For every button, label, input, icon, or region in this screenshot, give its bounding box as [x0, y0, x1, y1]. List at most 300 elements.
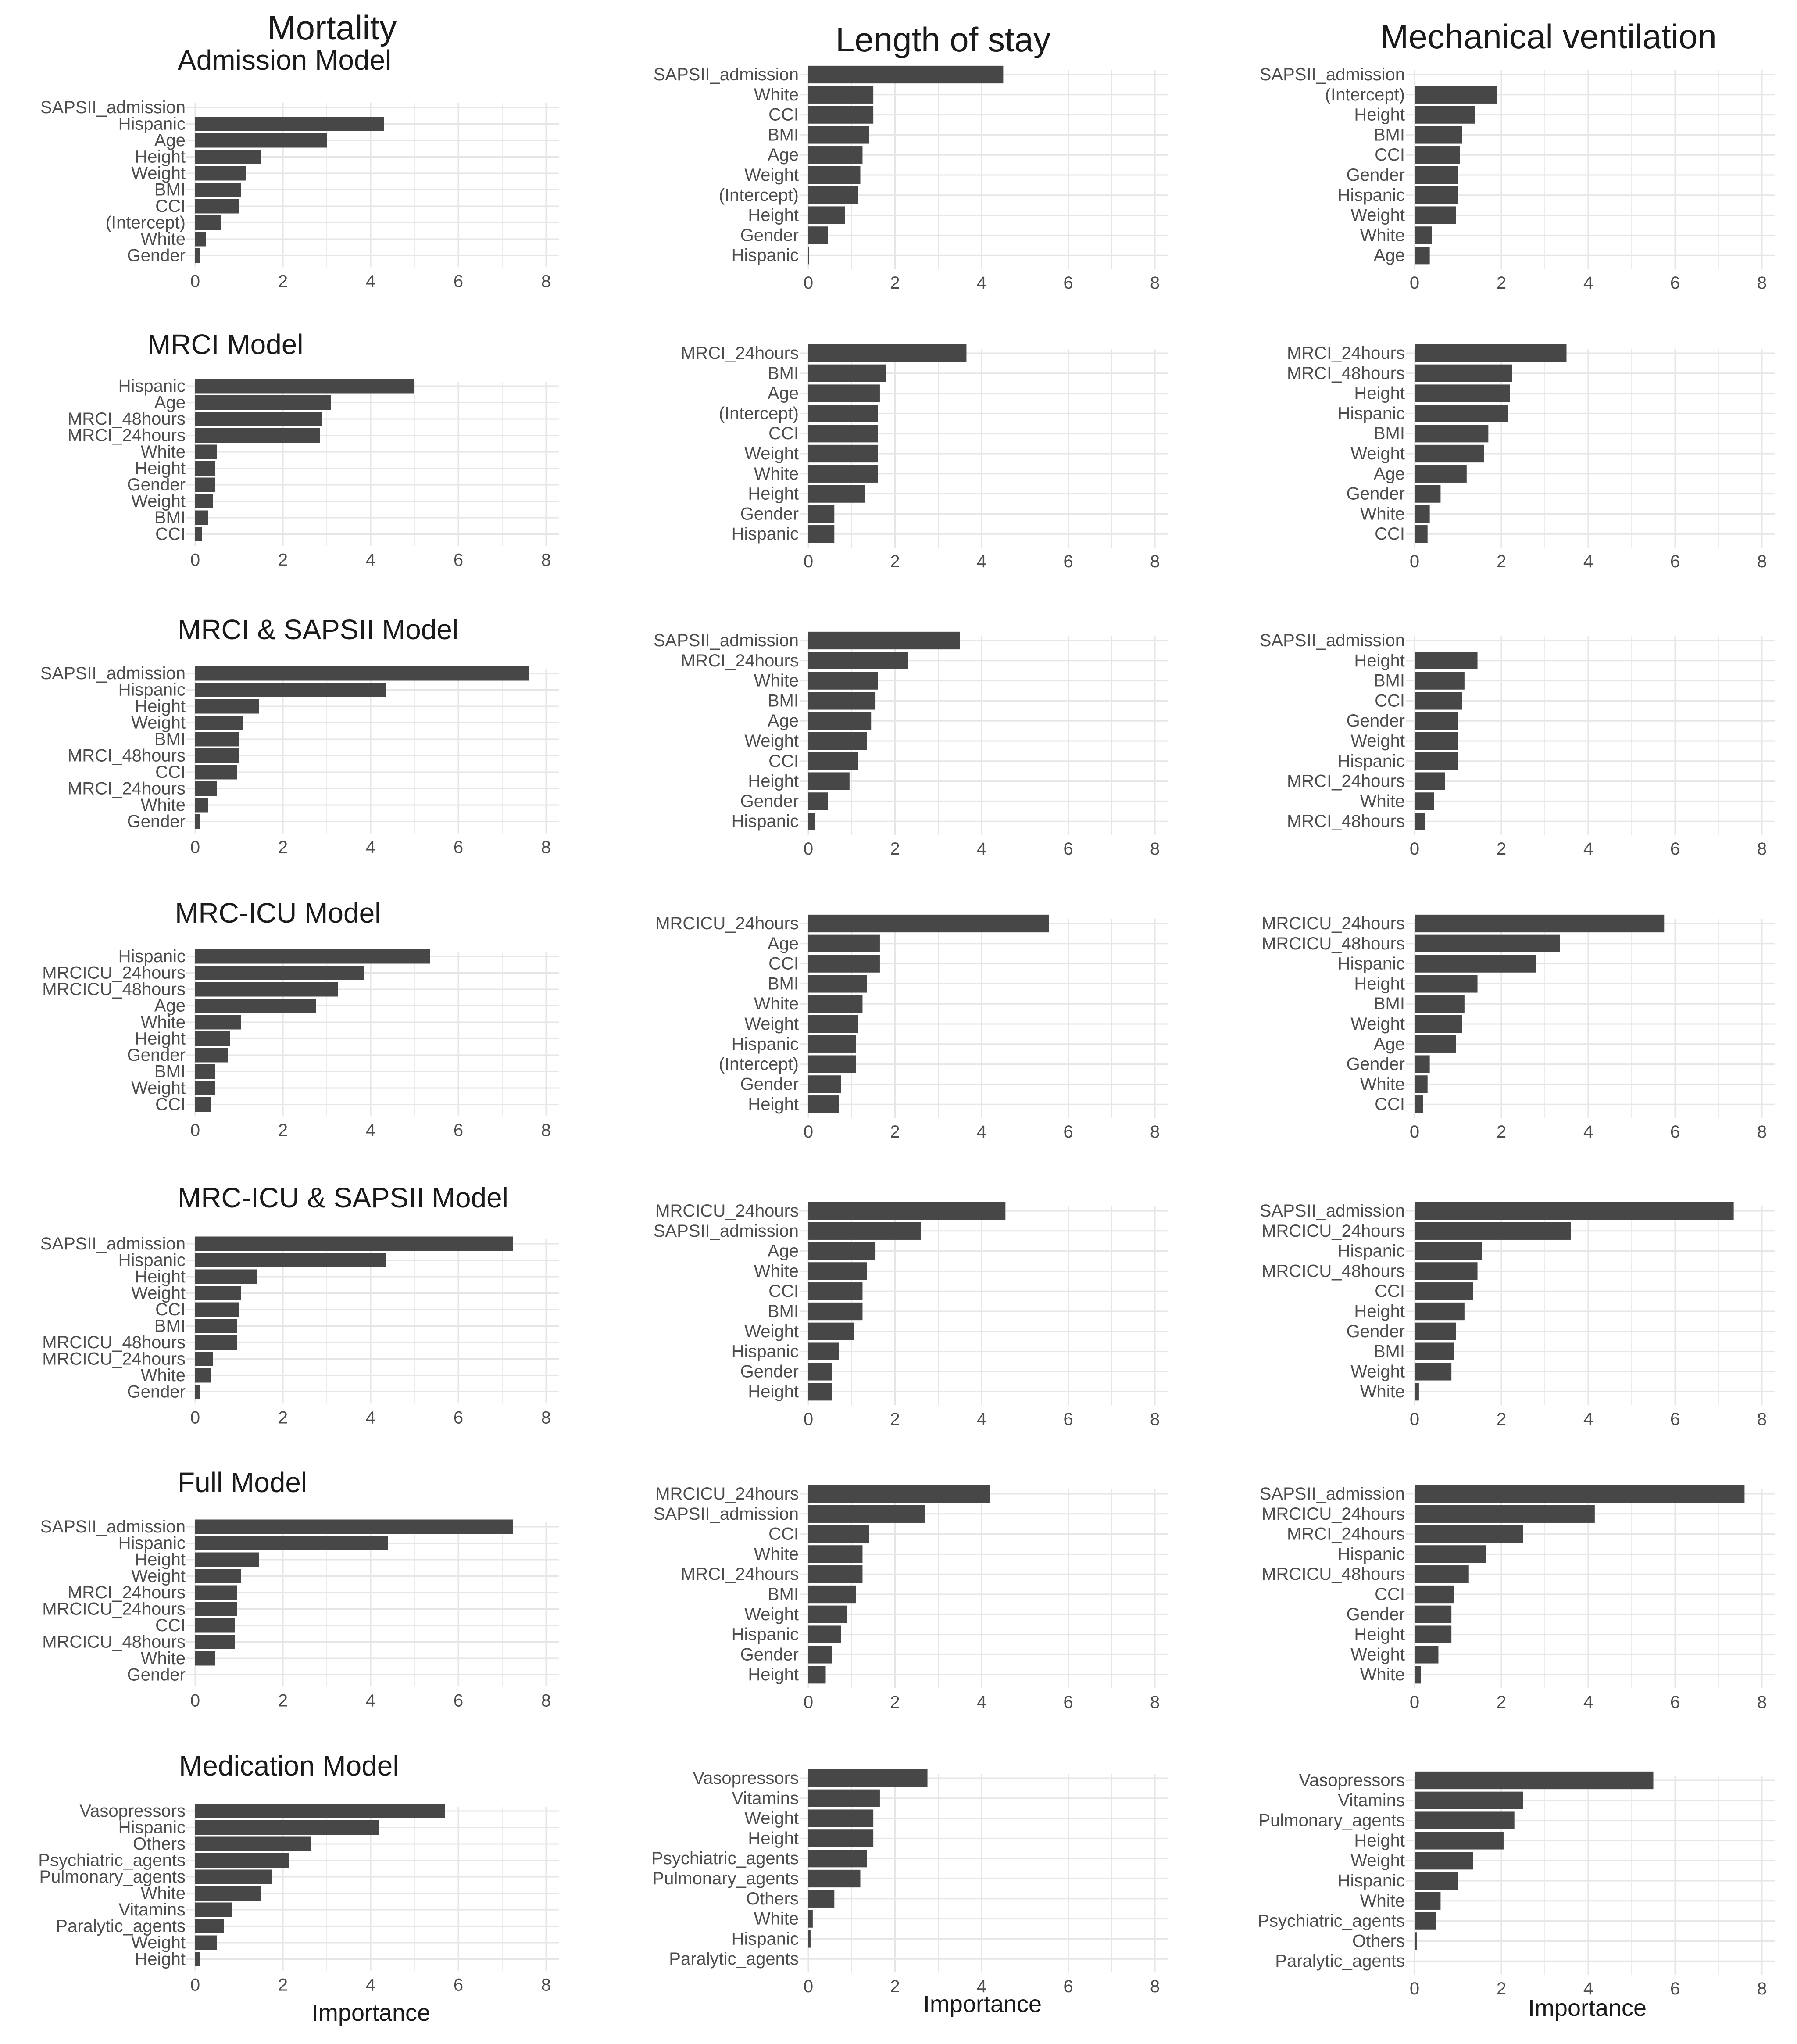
x-tick-label: 0: [803, 273, 814, 293]
x-tick-label: 2: [1496, 273, 1507, 293]
category-label: Hispanic: [1337, 954, 1405, 974]
category-label: Gender: [740, 504, 799, 524]
x-tick-label: 0: [1409, 1410, 1420, 1429]
category-label: Hispanic: [118, 376, 186, 396]
x-tick-label: 8: [1150, 839, 1160, 859]
category-label: Age: [767, 383, 799, 403]
category-label: Paralytic_agents: [1275, 1951, 1405, 1971]
category-label: White: [140, 229, 186, 249]
category-label: SAPSII_admission: [653, 65, 799, 84]
x-tick-label: 8: [541, 1408, 551, 1428]
category-label: Hispanic: [1337, 1544, 1405, 1564]
category-label: White: [1360, 226, 1405, 245]
category-label: SAPSII_admission: [1259, 1201, 1405, 1221]
x-tick-label: 8: [541, 272, 551, 291]
x-tick-label: 0: [190, 1120, 200, 1140]
category-label: Weight: [744, 1604, 799, 1624]
category-label: Gender: [127, 1382, 186, 1402]
x-axis-title-mechanical-ventilation: Importance: [1528, 1995, 1647, 2021]
category-label: Age: [1373, 464, 1405, 483]
category-label: MRCICU_24hours: [42, 963, 186, 983]
category-label: BMI: [154, 508, 186, 527]
category-label: Height: [748, 1665, 799, 1685]
bar: [1415, 1912, 1436, 1929]
x-tick-label: 0: [190, 1691, 200, 1711]
category-label: MRCI_48hours: [1286, 812, 1405, 831]
x-tick-label: 2: [1496, 1693, 1507, 1712]
category-label: Hispanic: [1337, 1241, 1405, 1261]
category-label: MRCI_24hours: [680, 651, 799, 670]
category-label: Age: [154, 393, 186, 412]
x-tick-label: 2: [278, 1120, 288, 1140]
x-tick-label: 6: [1670, 273, 1680, 293]
x-tick-label: 0: [803, 552, 814, 572]
category-label: Weight: [744, 1808, 799, 1828]
x-tick-label: 4: [1583, 1979, 1593, 1999]
x-tick-label: 2: [1496, 1122, 1507, 1142]
category-label: Height: [1354, 105, 1405, 125]
category-label: Hispanic: [1337, 185, 1405, 205]
x-tick-label: 0: [190, 838, 200, 857]
category-label: CCI: [768, 1282, 799, 1301]
category-label: MRCI_24hours: [67, 1583, 186, 1602]
category-label: SAPSII_admission: [40, 664, 186, 683]
category-label: (Intercept): [718, 1054, 799, 1074]
category-label: (Intercept): [718, 404, 799, 423]
x-tick-label: 6: [1670, 839, 1680, 859]
category-label: MRCI_24hours: [680, 344, 799, 363]
category-label: Vasopressors: [1299, 1771, 1405, 1790]
category-label: Vasopressors: [79, 1801, 186, 1821]
category-label: MRCICU_24hours: [655, 914, 799, 933]
x-tick-label: 6: [453, 838, 464, 857]
x-tick-label: 6: [453, 1120, 464, 1140]
category-label: White: [754, 994, 799, 1014]
category-label: CCI: [1375, 1095, 1405, 1114]
category-label: White: [754, 1261, 799, 1281]
category-label: Vasopressors: [693, 1768, 799, 1788]
x-tick-label: 2: [1496, 839, 1507, 859]
x-tick-label: 8: [1757, 1410, 1767, 1429]
x-tick-label: 4: [365, 272, 376, 291]
category-label: Hispanic: [731, 1034, 799, 1054]
category-label: White: [1360, 1074, 1405, 1094]
category-label: Hispanic: [118, 1250, 186, 1270]
category-label: SAPSII_admission: [653, 631, 799, 650]
x-tick-label: 2: [278, 550, 288, 570]
x-tick-label: 6: [1670, 1410, 1680, 1429]
x-tick-label: 2: [890, 1977, 900, 1997]
category-label: Weight: [131, 1078, 186, 1098]
category-label: MRCICU_48hours: [1261, 1564, 1405, 1584]
x-tick-label: 2: [890, 839, 900, 859]
x-axis-title-mortality: Importance: [311, 2000, 431, 2026]
category-label: MRCI_24hours: [680, 1564, 799, 1584]
x-tick-label: 6: [1670, 1122, 1680, 1142]
x-tick-label: 0: [803, 1410, 814, 1429]
category-label: White: [754, 1544, 799, 1564]
x-tick-label: 6: [1063, 839, 1073, 859]
category-label: Age: [767, 1241, 799, 1261]
category-label: Gender: [1346, 711, 1405, 731]
category-label: CCI: [1375, 1282, 1405, 1301]
category-label: Height: [748, 1829, 799, 1848]
category-label: Height: [1354, 1625, 1405, 1644]
category-label: Hispanic: [118, 1818, 186, 1837]
category-label: BMI: [154, 1316, 186, 1336]
col-title-length-of-stay: Length of stay: [835, 20, 1050, 59]
category-label: MRCICU_48hours: [42, 1632, 186, 1652]
category-label: Vitamins: [118, 1900, 186, 1919]
x-tick-label: 2: [278, 838, 288, 857]
x-tick-label: 8: [541, 550, 551, 570]
category-label: Hispanic: [118, 114, 186, 134]
x-tick-label: 4: [1583, 1122, 1593, 1142]
x-tick-label: 8: [1150, 552, 1160, 572]
x-tick-label: 8: [1150, 273, 1160, 293]
x-tick-label: 4: [976, 1122, 987, 1142]
category-label: White: [754, 464, 799, 483]
x-tick-label: 2: [890, 1410, 900, 1429]
category-label: (Intercept): [718, 185, 799, 205]
category-label: Gender: [740, 226, 799, 245]
category-label: BMI: [1373, 125, 1405, 145]
category-label: Gender: [1346, 1054, 1405, 1074]
category-label: White: [140, 442, 186, 462]
category-label: White: [1360, 1891, 1405, 1911]
category-label: Vitamins: [1338, 1790, 1405, 1810]
category-label: Weight: [1350, 205, 1405, 225]
category-label: BMI: [154, 180, 186, 200]
category-label: White: [754, 671, 799, 691]
x-tick-label: 0: [1409, 1979, 1420, 1999]
x-tick-label: 8: [1757, 839, 1767, 859]
category-label: BMI: [767, 1302, 799, 1321]
x-tick-label: 8: [1150, 1977, 1160, 1997]
category-label: CCI: [155, 197, 186, 216]
category-label: BMI: [154, 730, 186, 749]
category-label: CCI: [768, 1524, 799, 1544]
x-tick-label: 4: [365, 1120, 376, 1140]
category-label: Age: [1373, 1034, 1405, 1054]
x-tick-label: 6: [453, 1975, 464, 1995]
category-label: CCI: [768, 424, 799, 444]
category-label: Hispanic: [731, 524, 799, 544]
category-label: Weight: [744, 1014, 799, 1034]
x-tick-label: 8: [1150, 1122, 1160, 1142]
category-label: White: [140, 1649, 186, 1668]
x-tick-label: 0: [190, 550, 200, 570]
category-label: MRCI_48hours: [1286, 363, 1405, 383]
x-tick-label: 2: [1496, 552, 1507, 572]
x-tick-label: 0: [1409, 552, 1420, 572]
category-label: Height: [748, 205, 799, 225]
category-label: CCI: [768, 105, 799, 125]
category-label: Weight: [1350, 444, 1405, 463]
x-tick-label: 6: [1063, 273, 1073, 293]
x-tick-label: 2: [1496, 1979, 1507, 1999]
x-tick-label: 0: [190, 1408, 200, 1428]
category-label: Weight: [131, 1933, 186, 1952]
x-tick-label: 4: [976, 1693, 987, 1712]
x-tick-label: 0: [1409, 273, 1420, 293]
x-tick-label: 2: [278, 1975, 288, 1995]
category-label: Hispanic: [1337, 751, 1405, 771]
category-label: Weight: [1350, 1362, 1405, 1382]
x-tick-label: 8: [541, 1975, 551, 1995]
category-label: CCI: [1375, 691, 1405, 711]
x-tick-label: 8: [1757, 552, 1767, 572]
category-label: Weight: [744, 165, 799, 185]
category-label: Others: [1352, 1931, 1405, 1951]
bar: [1415, 1872, 1458, 1890]
x-tick-label: 2: [278, 1408, 288, 1428]
category-label: Hispanic: [1337, 404, 1405, 423]
category-label: Gender: [740, 1362, 799, 1382]
x-tick-label: 0: [190, 272, 200, 291]
category-label: Gender: [740, 1645, 799, 1665]
category-label: Gender: [127, 812, 186, 831]
category-label: SAPSII_admission: [40, 1517, 186, 1536]
x-tick-label: 6: [453, 1691, 464, 1711]
bar: [1415, 1932, 1417, 1950]
x-tick-label: 0: [190, 1975, 200, 1995]
category-label: MRCICU_48hours: [42, 1333, 186, 1352]
x-tick-label: 2: [1496, 1410, 1507, 1429]
category-label: Pulmonary_agents: [1258, 1811, 1405, 1830]
category-label: Gender: [127, 1045, 186, 1065]
category-label: CCI: [1375, 145, 1405, 165]
category-label: Height: [1354, 1831, 1405, 1851]
x-tick-label: 2: [890, 1122, 900, 1142]
category-label: BMI: [767, 363, 799, 383]
category-label: Gender: [1346, 1604, 1405, 1624]
category-label: Weight: [1350, 1645, 1405, 1665]
category-label: Psychiatric_agents: [38, 1851, 186, 1870]
category-label: MRCICU_24hours: [42, 1599, 186, 1619]
x-tick-label: 2: [890, 273, 900, 293]
x-tick-label: 2: [890, 1693, 900, 1712]
category-label: White: [1360, 504, 1405, 524]
x-tick-label: 6: [1063, 552, 1073, 572]
x-tick-label: 2: [890, 552, 900, 572]
category-label: White: [1360, 1665, 1405, 1685]
category-label: BMI: [1373, 671, 1405, 691]
category-label: CCI: [768, 954, 799, 974]
x-tick-label: 4: [1583, 273, 1593, 293]
category-label: Hispanic: [118, 680, 186, 700]
category-label: SAPSII_admission: [653, 1504, 799, 1524]
x-tick-label: 4: [365, 550, 376, 570]
x-tick-label: 8: [541, 838, 551, 857]
category-label: Pulmonary_agents: [652, 1869, 799, 1888]
category-label: Weight: [131, 1566, 186, 1586]
category-label: White: [140, 1366, 186, 1385]
category-label: Weight: [131, 1283, 186, 1303]
category-label: SAPSII_admission: [1259, 1484, 1405, 1503]
category-label: Height: [748, 484, 799, 504]
category-label: Hispanic: [731, 812, 799, 831]
category-label: Height: [135, 147, 186, 167]
category-label: CCI: [155, 1095, 186, 1114]
category-label: Gender: [1346, 165, 1405, 185]
category-label: SAPSII_admission: [40, 98, 186, 117]
category-label: Height: [748, 1382, 799, 1402]
category-label: White: [140, 1883, 186, 1903]
category-label: Hispanic: [731, 1342, 799, 1361]
category-label: MRCI_24hours: [67, 426, 186, 445]
category-label: Weight: [1350, 731, 1405, 751]
col-title-mortality: Mortality: [267, 8, 397, 47]
x-tick-label: 6: [1670, 1979, 1680, 1999]
category-label: MRCICU_48hours: [1261, 934, 1405, 953]
x-tick-label: 0: [1409, 839, 1420, 859]
category-label: Pulmonary_agents: [39, 1867, 186, 1886]
category-label: MRCI_48hours: [67, 409, 186, 429]
category-label: White: [754, 85, 799, 104]
x-tick-label: 6: [453, 1408, 464, 1428]
category-label: Weight: [131, 164, 186, 183]
category-label: MRCICU_24hours: [655, 1201, 799, 1221]
bar: [1415, 1792, 1523, 1809]
category-label: Age: [1373, 246, 1405, 265]
category-label: Height: [1354, 383, 1405, 403]
category-label: Height: [1354, 651, 1405, 670]
category-label: Vitamins: [732, 1788, 799, 1808]
category-label: Age: [154, 996, 186, 1016]
x-tick-label: 8: [1150, 1410, 1160, 1429]
category-label: Hispanic: [731, 1625, 799, 1644]
category-label: MRCICU_24hours: [1261, 914, 1405, 933]
category-label: Psychiatric_agents: [1258, 1911, 1405, 1931]
category-label: BMI: [1373, 424, 1405, 444]
x-tick-label: 8: [541, 1120, 551, 1140]
category-label: Gender: [1346, 484, 1405, 504]
x-tick-label: 4: [976, 1410, 987, 1429]
x-tick-label: 0: [803, 1122, 814, 1142]
x-axis-title-length-of-stay: Importance: [923, 1991, 1042, 2017]
x-tick-label: 6: [1670, 552, 1680, 572]
category-label: MRCICU_24hours: [1261, 1504, 1405, 1524]
category-label: MRCICU_48hours: [42, 980, 186, 999]
category-label: Height: [135, 1550, 186, 1569]
x-tick-label: 4: [365, 838, 376, 857]
category-label: MRCI_24hours: [67, 779, 186, 798]
category-label: Weight: [1350, 1851, 1405, 1871]
category-label: Height: [748, 771, 799, 791]
category-label: Gender: [127, 246, 186, 265]
category-label: MRCICU_24hours: [655, 1484, 799, 1503]
category-label: CCI: [768, 751, 799, 771]
category-label: CCI: [155, 1616, 186, 1635]
x-tick-label: 4: [976, 839, 987, 859]
category-label: BMI: [767, 125, 799, 145]
row-title-full: Full Model: [178, 1467, 307, 1498]
x-tick-label: 8: [1757, 273, 1767, 293]
x-tick-label: 4: [365, 1691, 376, 1711]
category-label: MRCI_48hours: [67, 746, 186, 766]
x-tick-label: 8: [1757, 1979, 1767, 1999]
x-tick-label: 0: [803, 1693, 814, 1712]
bar: [1415, 1852, 1473, 1869]
category-label: Height: [1354, 974, 1405, 994]
category-label: CCI: [1375, 1585, 1405, 1604]
category-label: Age: [767, 934, 799, 953]
x-tick-label: 4: [365, 1408, 376, 1428]
category-label: Age: [154, 131, 186, 150]
category-label: Height: [748, 1095, 799, 1114]
x-tick-label: 0: [1409, 1122, 1420, 1142]
x-tick-label: 4: [1583, 1410, 1593, 1429]
category-label: Gender: [1346, 1321, 1405, 1341]
category-label: Height: [135, 458, 186, 478]
category-label: Hispanic: [118, 1533, 186, 1553]
x-tick-label: 2: [278, 272, 288, 291]
category-label: MRCICU_24hours: [1261, 1221, 1405, 1241]
row-title-mrc-icu: MRC-ICU Model: [175, 897, 381, 929]
category-label: Height: [135, 1267, 186, 1286]
category-label: Weight: [131, 491, 186, 511]
category-label: White: [754, 1909, 799, 1929]
category-label: SAPSII_admission: [40, 1234, 186, 1253]
category-label: Paralytic_agents: [56, 1916, 186, 1936]
category-label: Height: [135, 697, 186, 716]
x-tick-label: 4: [976, 1977, 987, 1997]
row-title-mrci-sapsii: MRCI & SAPSII Model: [178, 614, 459, 645]
category-label: Gender: [740, 791, 799, 811]
category-label: Hispanic: [731, 1929, 799, 1949]
bar: [1415, 1892, 1440, 1910]
x-tick-label: 6: [1063, 1977, 1073, 1997]
category-label: CCI: [155, 762, 186, 782]
x-tick-label: 4: [1583, 552, 1593, 572]
category-label: White: [140, 1013, 186, 1032]
category-label: CCI: [155, 524, 186, 544]
row-title-mrci: MRCI Model: [147, 329, 304, 360]
x-tick-label: 8: [541, 1691, 551, 1711]
category-label: Age: [767, 711, 799, 731]
category-label: Weight: [744, 1321, 799, 1341]
bar: [1415, 1811, 1515, 1829]
category-label: BMI: [767, 691, 799, 711]
category-label: Hispanic: [1337, 1871, 1405, 1890]
category-label: MRCICU_24hours: [42, 1349, 186, 1369]
category-label: Hispanic: [731, 246, 799, 265]
x-tick-label: 6: [453, 550, 464, 570]
x-tick-label: 4: [1583, 1693, 1593, 1712]
x-tick-label: 0: [803, 1977, 814, 1997]
category-label: SAPSII_admission: [1259, 631, 1405, 650]
category-label: BMI: [767, 1585, 799, 1604]
category-label: Gender: [127, 1665, 186, 1685]
category-label: White: [1360, 791, 1405, 811]
category-label: (Intercept): [1325, 85, 1405, 104]
category-label: MRCI_24hours: [1286, 1524, 1405, 1544]
category-label: (Intercept): [105, 213, 186, 233]
category-label: MRCI_24hours: [1286, 771, 1405, 791]
category-label: BMI: [1373, 1342, 1405, 1361]
x-tick-label: 2: [278, 1691, 288, 1711]
category-label: Height: [135, 1029, 186, 1049]
x-tick-label: 6: [1063, 1693, 1073, 1712]
category-label: Weight: [744, 731, 799, 751]
x-tick-label: 6: [1670, 1693, 1680, 1712]
category-label: Others: [132, 1834, 186, 1854]
x-tick-label: 6: [1063, 1410, 1073, 1429]
row-title-admission: Admission Model: [178, 44, 392, 76]
category-label: BMI: [1373, 994, 1405, 1014]
category-label: Gender: [127, 475, 186, 494]
